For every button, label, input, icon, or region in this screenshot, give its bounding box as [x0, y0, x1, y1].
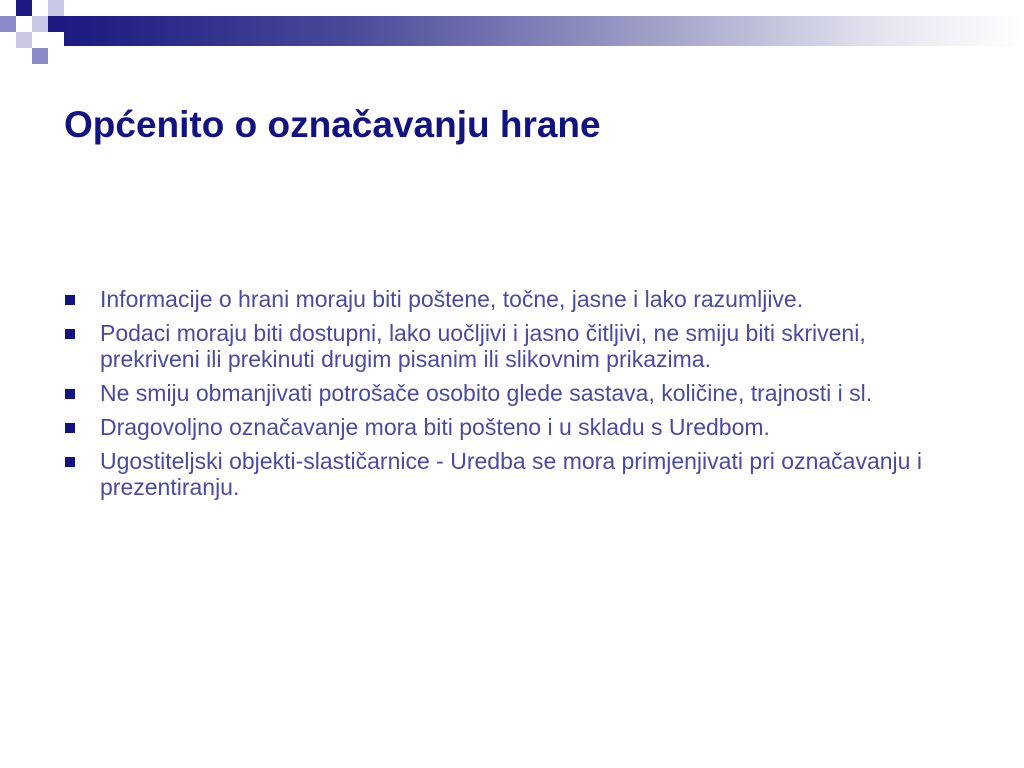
square-bullet-icon	[65, 457, 75, 467]
decor-square	[48, 0, 64, 16]
bullet-text: Ugostiteljski objekti-slastičarnice - Uredba se mora primjenjivati pri označavanju i prezentiranju.	[100, 448, 922, 500]
bullet-item	[64, 380, 964, 406]
bullet-item	[64, 320, 964, 372]
square-bullet-icon	[65, 329, 75, 339]
decor-square	[16, 32, 32, 48]
bullet-list	[64, 286, 964, 508]
decor-square	[32, 48, 48, 64]
bullet-text: Informacije o hrani moraju biti poštene, točne, jasne i lako razumljive.	[100, 286, 804, 312]
slide-title: Općenito o označavanju hrane	[64, 104, 601, 145]
decor-square	[16, 0, 32, 16]
square-bullet-icon	[65, 295, 75, 305]
bullet-text: Dragovoljno označavanje mora biti pošteno i u skladu s Uredbom.	[100, 414, 770, 440]
bullet-item	[64, 414, 964, 440]
decor-square	[32, 16, 48, 32]
square-bullet-icon	[65, 423, 75, 433]
bullet-item	[64, 448, 964, 500]
header-gradient-band	[64, 16, 1024, 46]
decor-square	[0, 16, 16, 32]
decor-square	[48, 16, 64, 32]
bullet-text: Podaci moraju biti dostupni, lako uočljivi i jasno čitljivi, ne smiju biti skriveni, prekriveni ili prekinuti drugim pisanim ili slikovnim prikazima.	[100, 320, 866, 372]
square-bullet-icon	[65, 389, 75, 399]
bullet-item	[64, 286, 964, 312]
bullet-text: Ne smiju obmanjivati potrošače osobito glede sastava, količine, trajnosti i sl.	[100, 380, 873, 406]
